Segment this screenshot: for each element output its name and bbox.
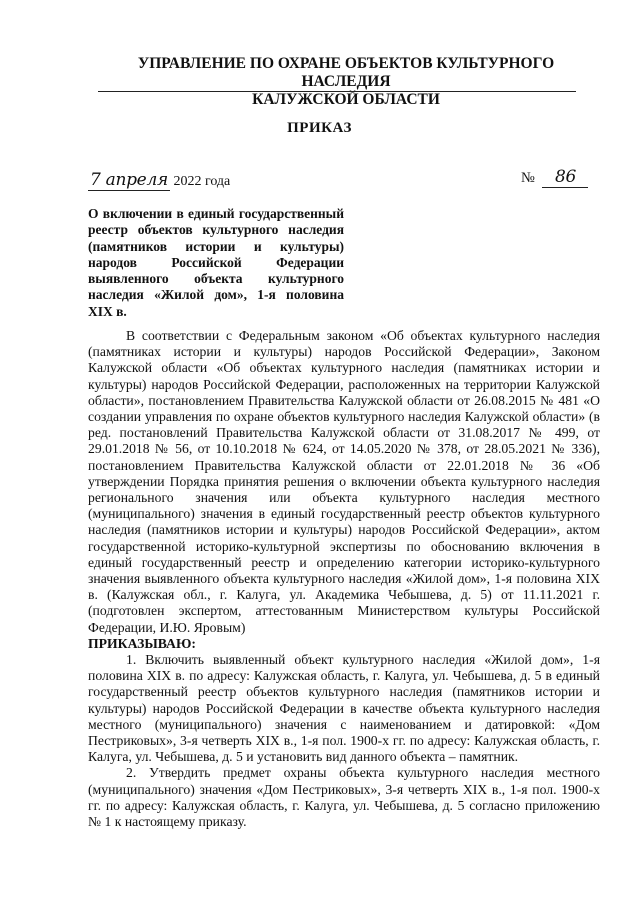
order-number: [521, 167, 588, 188]
handwritten-date: 7 апреля: [90, 170, 168, 190]
organization-name-line1: УПРАВЛЕНИЕ ПО ОХРАНЕ ОБЪЕКТОВ КУЛЬТУРНОГО НАСЛЕДИЯ: [137, 55, 555, 90]
order-subject: О включении в единый государственный реестр объектов культурного наследия (памятников истории и культуры) народов Российской Федерации выявленного объекта культурного наследия «Жилой дом», 1-я половина XIX в.: [88, 206, 344, 319]
organization-header: [96, 55, 596, 109]
handwritten-number: 86: [542, 167, 588, 188]
orders-keyword: ПРИКАЗЫВАЮ:: [88, 635, 196, 651]
order-date: [88, 170, 230, 191]
number-label: №: [521, 170, 535, 186]
organization-name-line2: КАЛУЖСКОЙ ОБЛАСТИ: [252, 91, 440, 108]
order-item-2: 2. Утвердить предмет охраны объекта культурного наследия местного (муниципального) значения «Дом Пестриковых», 3-я четверть XIX в., 1-я пол. 1900-х гг. по адресу: Калужская область, г. Калуга, ул. Чебышева, д. 5 согласно приложению № 1 к настоящему приказу.: [88, 765, 600, 830]
order-body: [88, 328, 600, 830]
document-type-title: ПРИКАЗ: [287, 120, 352, 136]
date-year: 2022 года: [173, 174, 231, 189]
order-item-1: 1. Включить выявленный объект культурного наследия «Жилой дом», 1-я половина XIX в. по адресу: Калужская область, г. Калуга, ул. Чебышева, д. 5 в единый государственный реестр объектов культурного наследия (памятников истории и культуры) народов Российской Федерации в качестве объекта культурного наследия местного (муниципального) значения с наименованием и датировкой: «Дом Пестриковых», 3-я четверть XIX в., 1-я пол. 1900-х гг. по адресу: Калужская область, г. Калуга, ул. Чебышева, д. 5 и установить вид данного объекта – памятник.: [88, 652, 600, 765]
header-divider: [98, 91, 576, 92]
preamble-paragraph: В соответствии с Федеральным законом «Об объектах культурного наследия (памятниках истории и культуры) народов Российской Федерации», Законом Калужской области «Об объектах культурного наследия (памятниках истории и культуры) народов Российской Федерации, расположенных на территории Калужской области», постановлением Правительства Калужской области от 26.08.2015 № 481 «О создании управления по охране объектов культурного наследия Калужской области» (в ред. постановлений Правительства Калужской области от 31.08.2017 № 499, от 29.01.2018 № 56, от 10.10.2018 № 624, от 14.05.2020 № 378, от 28.05.2021 № 336), постановлением Правительства Калужской области от 22.01.2018 № 36 «Об утверждении Порядка принятия решения о включении объекта культурного наследия регионального значения или объекта культурного наследия местного (муниципального) значения в единый государственный реестр объектов культурного наследия (памятников истории и культуры) народов Российской Федерации», актом государственной историко-культурной экспертизы по обоснованию включения в единый государственный реестр и определению категории историко-культурного значения выявленного объекта культурного наследия «Жилой дом», 1-я половина XIX в. (Калужская обл., г. Калуга, ул. Академика Чебышева, д. 5) от 11.11.2021 г. (подготовлен экспертом, аттестованным Министерством культуры Российской Федерации, И.Ю. Яровым): [88, 328, 600, 635]
